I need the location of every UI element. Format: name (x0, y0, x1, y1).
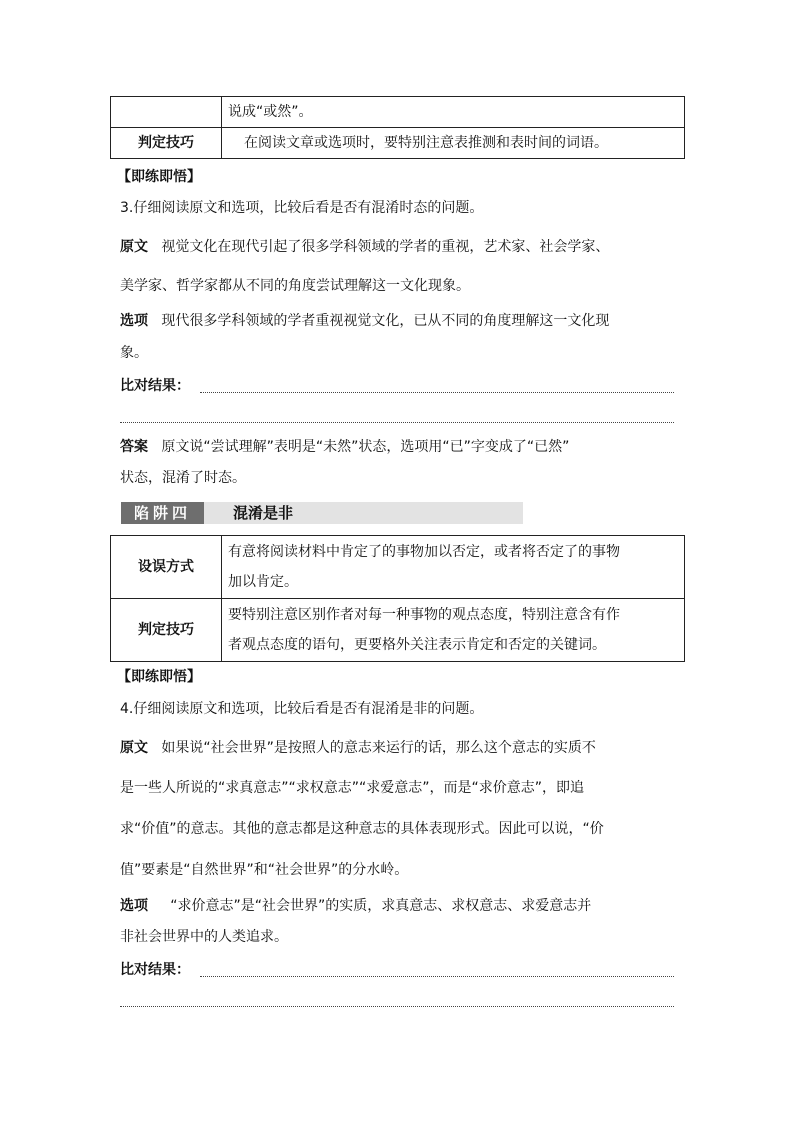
trap-banner (121, 502, 523, 524)
table-row (111, 599, 685, 662)
option-label: 选项 (120, 313, 148, 329)
option-text-line: 象。 (120, 345, 148, 361)
table-cell-line: 要特别注意区别作者对每一种事物的观点态度，特别注意含有作 (228, 607, 620, 623)
option-text: “求价意志”是“社会世界”的实质，求真意志、求权意志、求爱意志并 (170, 898, 592, 914)
option-text: 现代很多学科领域的学者重视视觉文化，已从不同的角度理解这一文化现 (161, 313, 610, 329)
table-label-cell: 判定技巧 (111, 599, 222, 662)
table-row (111, 536, 685, 599)
original-text-line: 求“价值”的意志。其他的意志都是这种意志的具体表现形式。因此可以说，“价 (120, 821, 604, 837)
criteria-table-2 (110, 535, 685, 662)
option-text-line (120, 311, 609, 331)
answer-blank-line[interactable] (120, 1006, 674, 1007)
table-cell-line: 者观点态度的语句，更要格外关注表示肯定和否定的关键词。 (228, 637, 606, 653)
table-label-cell: 设误方式 (111, 536, 222, 599)
compare-result-label: 比对结果： (120, 378, 190, 394)
answer-text: 原文说“尝试理解”表明是“未然”状态，选项用“已”字变成了“已然” (161, 439, 570, 455)
table-cell (222, 536, 685, 599)
trap-tag: 陷阱四 (121, 502, 204, 524)
table-cell-line: 有意将阅读材料中肯定了的事物加以否定，或者将否定了的事物 (228, 544, 620, 560)
option-label: 选项 (120, 898, 148, 914)
original-label: 原文 (120, 239, 148, 255)
table-row (111, 97, 685, 128)
answer-label: 答案 (120, 439, 148, 455)
answer-blank-line[interactable] (120, 422, 674, 423)
criteria-table-1 (110, 96, 685, 159)
original-text: 如果说“社会世界”是按照人的意志来运行的话，那么这个意志的实质不 (161, 740, 596, 756)
question-text: 3.仔细阅读原文和选项，比较后看是否有混淆时态的问题。 (120, 200, 484, 216)
option-text-line: 非社会世界中的人类追求。 (120, 929, 288, 945)
original-text-line (120, 738, 596, 758)
table-row (111, 128, 685, 159)
table-cell-line: 加以肯定。 (228, 574, 298, 590)
table-cell: 说成“或然”。 (222, 97, 685, 128)
table-cell (222, 599, 685, 662)
practice-heading: 【即练即悟】 (117, 169, 201, 185)
empty-label-cell (111, 97, 222, 128)
original-text-line: 值”要素是“自然世界”和“社会世界”的分水岭。 (120, 862, 409, 878)
original-label: 原文 (120, 740, 148, 756)
original-text-line: 美学家、哲学家都从不同的角度尝试理解这一文化现象。 (120, 278, 470, 294)
original-text-line: 是一些人所说的“求真意志”“求权意志”“求爱意志”，而是“求价意志”，即追 (120, 780, 585, 796)
question-text: 4.仔细阅读原文和选项，比较后看是否有混淆是非的问题。 (120, 701, 484, 717)
answer-text-line: 状态，混淆了时态。 (120, 470, 246, 486)
answer-blank-line[interactable] (200, 976, 674, 977)
original-text: 视觉文化在现代引起了很多学科领域的学者的重视，艺术家、社会学家、 (161, 239, 610, 255)
table-label-cell: 判定技巧 (111, 128, 222, 159)
option-text-line (120, 896, 591, 916)
compare-result-label: 比对结果： (120, 962, 190, 978)
answer-text-line (120, 437, 569, 457)
answer-blank-line[interactable] (200, 392, 674, 393)
original-text-line (120, 237, 609, 257)
table-cell: 在阅读文章或选项时，要特别注意表推测和表时间的词语。 (222, 128, 685, 159)
trap-title: 混淆是非 (233, 504, 294, 522)
practice-heading: 【即练即悟】 (117, 669, 201, 685)
